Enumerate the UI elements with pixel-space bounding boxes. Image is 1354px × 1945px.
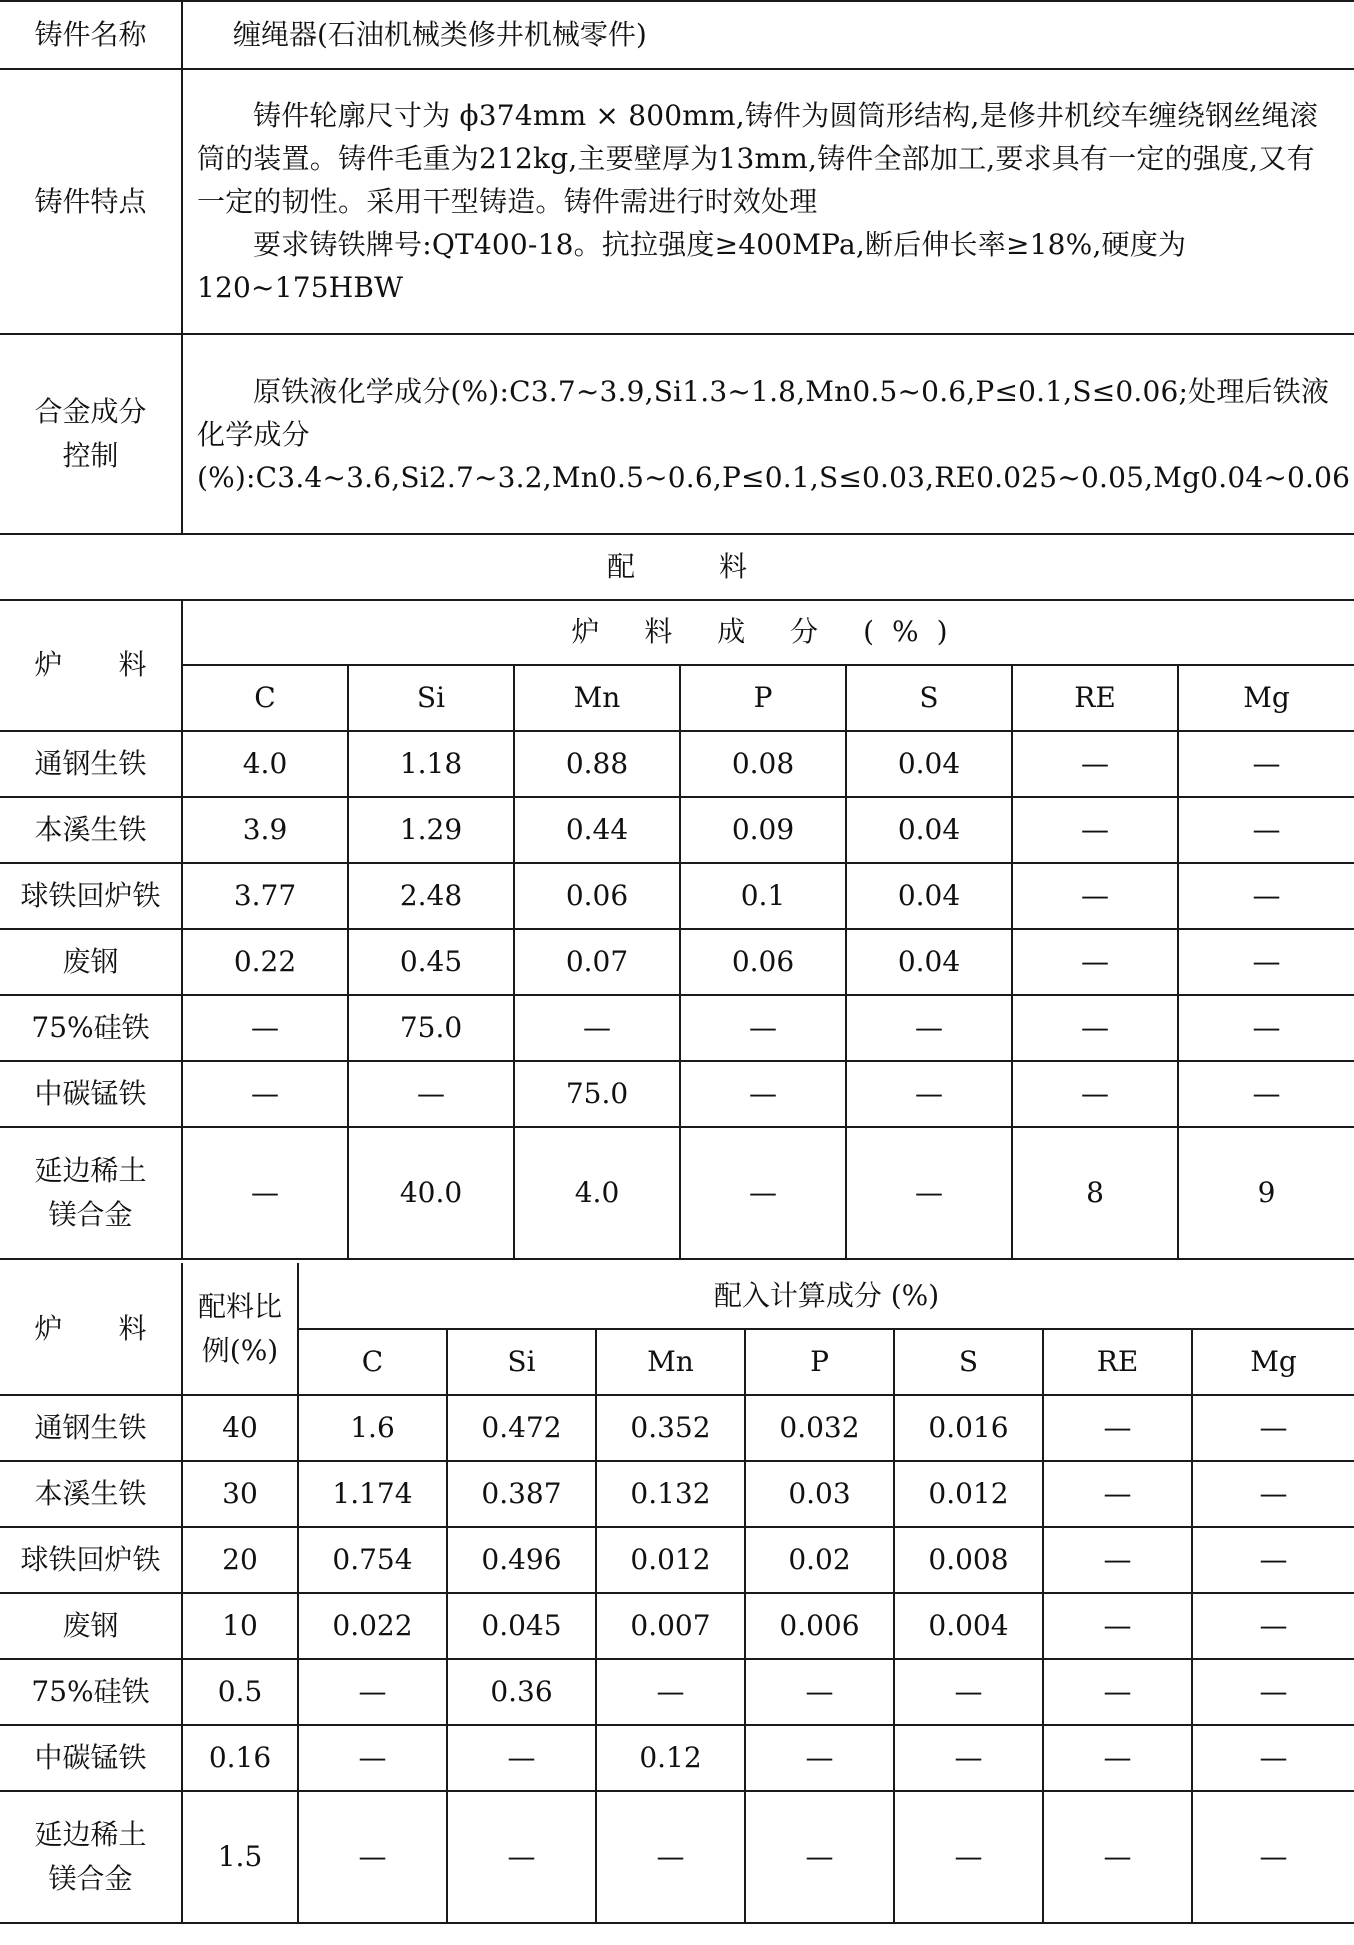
charge-value-cell: — (846, 1061, 1012, 1127)
charge-column-header: RE (1012, 665, 1178, 731)
calc-value-cell: — (298, 1725, 447, 1791)
calc-value-cell: 0.012 (596, 1527, 745, 1593)
calc-material-name-line2: 镁合金 (48, 1862, 133, 1895)
calc-value-cell: 0.352 (596, 1395, 745, 1461)
charge-value-cell: — (1012, 995, 1178, 1061)
charge-value-cell: — (1178, 929, 1354, 995)
charge-value-cell: 3.77 (182, 863, 348, 929)
calc-value-cell: 0.12 (596, 1725, 745, 1791)
alloy-control-label-line1: 合金成分 (34, 395, 147, 428)
calc-value-cell: — (1043, 1461, 1192, 1527)
charge-value-cell: — (348, 1061, 514, 1127)
calc-value-cell: — (894, 1659, 1043, 1725)
charge-value-cell: 0.88 (514, 731, 680, 797)
calc-rows (0, 1395, 1354, 1923)
charge-value-cell: — (846, 995, 1012, 1061)
calc-material-name: 75%硅铁 (0, 1659, 182, 1725)
charge-value-cell: — (182, 1127, 348, 1259)
charge-value-cell: 0.07 (514, 929, 680, 995)
charge-material-name: 球铁回炉铁 (0, 863, 182, 929)
charge-value-cell: 0.1 (680, 863, 846, 929)
charge-value-cell: 9 (1178, 1127, 1354, 1259)
charge-value-cell: 0.44 (514, 797, 680, 863)
calc-material-name (0, 1791, 182, 1923)
charge-value-cell: 2.48 (348, 863, 514, 929)
charge-value-cell: — (1178, 1061, 1354, 1127)
calc-value-cell: 0.007 (596, 1593, 745, 1659)
calc-material-name-line1: 延边稀土 (34, 1818, 147, 1851)
calc-value-cell: — (1192, 1395, 1354, 1461)
calc-value-cell: 0.032 (745, 1395, 894, 1461)
calc-value-cell: — (1043, 1593, 1192, 1659)
charge-value-cell: 0.08 (680, 731, 846, 797)
calc-value-cell: 0.022 (298, 1593, 447, 1659)
calc-row-header: 炉 料 (0, 1263, 182, 1395)
calc-ratio-cell: 10 (182, 1593, 298, 1659)
calc-value-cell: — (1192, 1791, 1354, 1923)
charge-value-cell: 0.04 (846, 731, 1012, 797)
calc-value-cell: — (1043, 1791, 1192, 1923)
charge-value-cell: 0.04 (846, 929, 1012, 995)
calc-value-cell: — (1192, 1659, 1354, 1725)
table-row (0, 1127, 1354, 1259)
calc-value-cell: 0.008 (894, 1527, 1043, 1593)
calc-value-cell: — (894, 1725, 1043, 1791)
charge-value-cell: — (1178, 797, 1354, 863)
calc-ratio-header-line1: 配料比 (197, 1289, 282, 1323)
charge-column-header: C (182, 665, 348, 731)
table-row (0, 1659, 1354, 1725)
calc-value-cell: 1.6 (298, 1395, 447, 1461)
calc-value-cell: — (1192, 1461, 1354, 1527)
charge-value-cell: 40.0 (348, 1127, 514, 1259)
calc-ratio-cell: 30 (182, 1461, 298, 1527)
calc-value-cell: 1.174 (298, 1461, 447, 1527)
charge-column-header: Mn (514, 665, 680, 731)
calc-value-cell: — (1043, 1659, 1192, 1725)
calc-column-header: P (745, 1329, 894, 1395)
charge-value-cell: — (1012, 731, 1178, 797)
charge-material-name: 废钢 (0, 929, 182, 995)
calc-column-header: Mg (1192, 1329, 1354, 1395)
charge-material-name: 75%硅铁 (0, 995, 182, 1061)
calc-material-name: 通钢生铁 (0, 1395, 182, 1461)
charge-value-cell: 0.45 (348, 929, 514, 995)
charge-value-cell: — (1012, 797, 1178, 863)
calc-value-cell: 0.016 (894, 1395, 1043, 1461)
calc-ratio-cell: 0.5 (182, 1659, 298, 1725)
charge-value-cell: 0.04 (846, 863, 1012, 929)
casting-name-label: 铸件名称 (0, 1, 182, 69)
table-row (0, 929, 1354, 995)
calc-group-header: 配入计算成分 (%) (298, 1263, 1354, 1329)
calc-value-cell: — (447, 1791, 596, 1923)
charge-value-cell: 3.9 (182, 797, 348, 863)
calc-column-header: C (298, 1329, 447, 1395)
calc-value-cell: — (596, 1659, 745, 1725)
charge-group-header: 炉 料 成 分 (%) (182, 599, 1354, 665)
calc-material-name: 球铁回炉铁 (0, 1527, 182, 1593)
calc-value-cell: 0.472 (447, 1395, 596, 1461)
info-row-features (0, 69, 1354, 334)
charge-value-cell: 8 (1012, 1127, 1178, 1259)
charge-value-cell: 0.04 (846, 797, 1012, 863)
calculated-composition-table (0, 1263, 1354, 1924)
calc-value-cell: — (298, 1659, 447, 1725)
calc-ratio-cell: 20 (182, 1527, 298, 1593)
alloy-control-text: 原铁液化学成分(%):C3.7~3.9,Si1.3~1.8,Mn0.5~0.6,P≤0.1,S≤0.06;处理后铁液化学成分(%):C3.4~3.6,Si2.7~3.2,Mn0.5~0.6,P≤0.1,S≤0.03,RE0.025~0.05,Mg0.04~0.06 (197, 374, 1351, 494)
calc-value-cell: 0.004 (894, 1593, 1043, 1659)
table-row (0, 863, 1354, 929)
charge-value-cell: — (1178, 995, 1354, 1061)
table-row (0, 1791, 1354, 1923)
charge-value-cell: — (680, 1061, 846, 1127)
casting-features-text: 铸件轮廓尺寸为 ϕ374mm × 800mm,铸件为圆筒形结构,是修井机绞车缠绕钢丝绳滚筒的装置。铸件毛重为212kg,主要壁厚为13mm,铸件全部加工,要求具有一定的强度,又有一定的韧性。采用干型铸造。铸件需进行时效处理 (197, 99, 1318, 218)
charge-value-cell: 4.0 (514, 1127, 680, 1259)
info-row-name (0, 1, 1354, 69)
charge-value-cell: — (680, 1127, 846, 1259)
calc-value-cell: — (1192, 1527, 1354, 1593)
calc-material-name: 中碳锰铁 (0, 1725, 182, 1791)
charge-column-header: P (680, 665, 846, 731)
charge-value-cell: — (514, 995, 680, 1061)
calc-value-cell: 0.754 (298, 1527, 447, 1593)
info-table (0, 0, 1354, 601)
charge-row-header: 炉 料 (0, 599, 182, 731)
table-row (0, 1593, 1354, 1659)
charge-value-cell: 75.0 (348, 995, 514, 1061)
charge-value-cell: 0.09 (680, 797, 846, 863)
calc-value-cell: — (298, 1791, 447, 1923)
calc-value-cell: — (894, 1791, 1043, 1923)
table-row (0, 995, 1354, 1061)
charge-value-cell: — (1012, 863, 1178, 929)
casting-features-cell (182, 69, 1354, 334)
calc-value-cell: — (745, 1659, 894, 1725)
casting-name-value: 缠绳器(石油机械类修井机械零件) (182, 1, 1354, 69)
calc-value-cell: — (1043, 1395, 1192, 1461)
alloy-control-label-line2: 控制 (62, 439, 119, 472)
calc-value-cell: — (1043, 1527, 1192, 1593)
table-row (0, 1395, 1354, 1461)
charge-material-name (0, 1127, 182, 1259)
calc-column-header: Mn (596, 1329, 745, 1395)
calc-value-cell: 0.045 (447, 1593, 596, 1659)
charge-value-cell: — (182, 995, 348, 1061)
calc-ratio-cell: 1.5 (182, 1791, 298, 1923)
calc-value-cell: — (745, 1725, 894, 1791)
calc-value-cell: — (447, 1725, 596, 1791)
calc-value-cell: 0.132 (596, 1461, 745, 1527)
charge-value-cell: 1.29 (348, 797, 514, 863)
calc-material-name: 本溪生铁 (0, 1461, 182, 1527)
calc-material-name: 废钢 (0, 1593, 182, 1659)
calc-value-cell: 0.496 (447, 1527, 596, 1593)
table-row (0, 1461, 1354, 1527)
calc-column-header: Si (447, 1329, 596, 1395)
charge-composition-table (0, 599, 1354, 1260)
charge-material-name: 通钢生铁 (0, 731, 182, 797)
section-title: 配 料 (0, 534, 1354, 600)
charge-value-cell: — (1178, 863, 1354, 929)
charge-value-cell: — (182, 1061, 348, 1127)
charge-value-cell: 0.06 (514, 863, 680, 929)
table-row (0, 731, 1354, 797)
alloy-control-cell (182, 334, 1354, 534)
charge-value-cell: — (846, 1127, 1012, 1259)
calc-value-cell: 0.012 (894, 1461, 1043, 1527)
calc-ratio-cell: 0.16 (182, 1725, 298, 1791)
charge-material-name-line1: 延边稀土 (34, 1154, 147, 1187)
calc-value-cell: 0.36 (447, 1659, 596, 1725)
table-row (0, 1061, 1354, 1127)
casting-features-label: 铸件特点 (0, 69, 182, 334)
calc-column-header: S (894, 1329, 1043, 1395)
charge-value-cell: — (1012, 929, 1178, 995)
calc-value-cell: — (1192, 1725, 1354, 1791)
alloy-control-label (0, 334, 182, 534)
calc-value-cell: — (1043, 1725, 1192, 1791)
calc-ratio-cell: 40 (182, 1395, 298, 1461)
charge-material-name: 本溪生铁 (0, 797, 182, 863)
table-row (0, 1725, 1354, 1791)
charge-value-cell: — (680, 995, 846, 1061)
calc-value-cell: 0.006 (745, 1593, 894, 1659)
casting-requirements-text: 要求铸铁牌号:QT400-18。抗拉强度≥400MPa,断后伸长率≥18%,硬度为120~175HBW (197, 228, 1187, 304)
charge-value-cell: — (1012, 1061, 1178, 1127)
calc-value-cell: 0.387 (447, 1461, 596, 1527)
charge-value-cell: — (1178, 731, 1354, 797)
calc-column-header: RE (1043, 1329, 1192, 1395)
calc-value-cell: 0.02 (745, 1527, 894, 1593)
charge-material-name: 中碳锰铁 (0, 1061, 182, 1127)
calc-value-cell: — (596, 1791, 745, 1923)
charge-column-header: Mg (1178, 665, 1354, 731)
charge-value-cell: 75.0 (514, 1061, 680, 1127)
charge-value-cell: 1.18 (348, 731, 514, 797)
calc-ratio-header (182, 1263, 298, 1395)
calc-value-cell: — (1192, 1593, 1354, 1659)
charge-column-header: S (846, 665, 1012, 731)
charge-column-headers (0, 665, 1354, 731)
calc-value-cell: — (745, 1791, 894, 1923)
info-row-alloy (0, 334, 1354, 534)
section-title-row (0, 534, 1354, 600)
calc-ratio-header-line2: 例(%) (201, 1333, 279, 1367)
table-row (0, 797, 1354, 863)
charge-value-cell: 0.06 (680, 929, 846, 995)
charge-material-name-line2: 镁合金 (48, 1198, 133, 1231)
charge-column-header: Si (348, 665, 514, 731)
table-row (0, 1527, 1354, 1593)
charge-rows (0, 731, 1354, 1259)
calc-value-cell: 0.03 (745, 1461, 894, 1527)
charge-value-cell: 4.0 (182, 731, 348, 797)
charge-value-cell: 0.22 (182, 929, 348, 995)
